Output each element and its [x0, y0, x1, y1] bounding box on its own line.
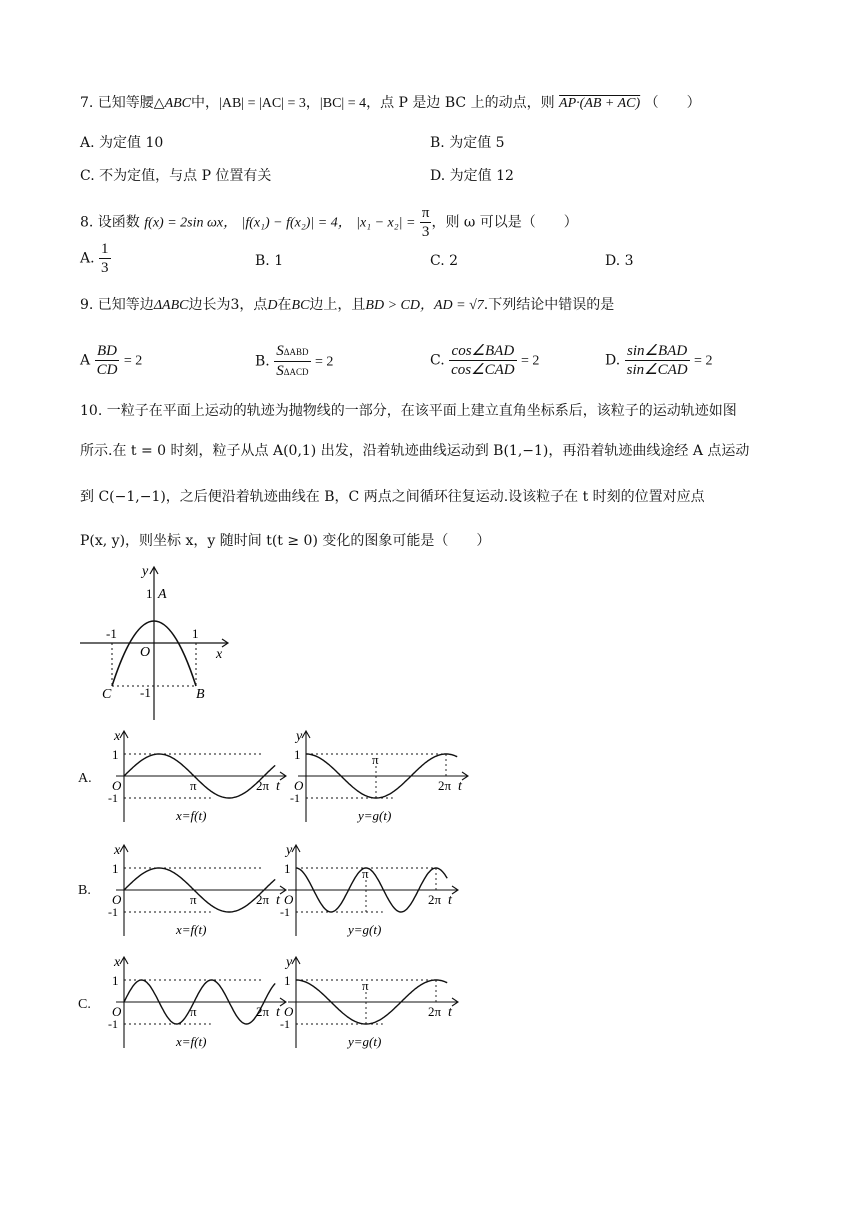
fig-point-a: A: [158, 587, 167, 602]
fig-y-label: y: [142, 564, 149, 579]
graph-caption: y=g(t): [358, 808, 392, 823]
fig-point-b: B: [196, 687, 205, 702]
tick-neg-one: -1: [108, 905, 118, 919]
tick-two-pi: 2π: [256, 892, 270, 907]
q7-option-c: C. 不为定值，与点 P 位置有关: [80, 168, 272, 184]
fig-neg-one-x: -1: [106, 626, 117, 641]
tick-pi: π: [362, 866, 369, 881]
q7-option-d: D. 为定值 12: [430, 168, 514, 184]
graph-caption: x=f(t): [176, 808, 207, 823]
axis-label: x: [114, 729, 121, 744]
tick-one: 1: [284, 861, 291, 876]
fig-neg-one-y: -1: [140, 685, 151, 700]
q8-stem: 8. 设函数 f(x) = 2sin ωx， |f(x₁) − f(x₂)| = 4， |x₁ − x₂| = $\frac{\pi}{3}$ ，则 ω 可以是（ ）: [80, 205, 578, 240]
tick-one: 1: [284, 973, 291, 988]
q7-option-a: A. 为定值 10: [80, 135, 164, 151]
origin-label: O: [284, 1004, 294, 1019]
tick-pi: π: [190, 892, 197, 907]
axis-label: y: [286, 955, 293, 970]
graph-caption: x=f(t): [176, 922, 207, 937]
tick-two-pi: 2π: [428, 1004, 442, 1019]
q9-option-b: B. $\frac{\text{SΔABD}}{\text{SΔACD}}$ = 2: [255, 343, 334, 379]
graph-b-y: [280, 842, 460, 942]
tick-neg-one: -1: [280, 1017, 290, 1031]
fig-one-top: 1: [146, 586, 153, 601]
tick-two-pi: 2π: [428, 892, 442, 907]
q10-line-1: 10. 一粒子在平面上运动的轨迹为抛物线的一部分，在该平面上建立直角坐标系后，该粒子的运动轨迹如图: [80, 403, 737, 419]
graph-caption: x=f(t): [176, 1034, 207, 1049]
axis-label: y: [286, 843, 293, 858]
t-label: t: [276, 893, 280, 908]
t-label: t: [448, 1005, 452, 1020]
tick-two-pi: 2π: [256, 1004, 270, 1019]
origin-label: O: [294, 778, 304, 793]
tick-two-pi: 2π: [256, 778, 270, 793]
origin-label: O: [112, 1004, 122, 1019]
tick-one: 1: [112, 973, 119, 988]
axis-label: y: [296, 729, 303, 744]
t-label: t: [276, 779, 280, 794]
q10-line-2: 所示.在 t = 0 时刻，粒子从点 A(0,1) 出发，沿着轨迹曲线运动到 B(1,−1)，再沿着轨迹曲线途经 A 点运动: [80, 443, 750, 459]
q9-stem: 9. 已知等边ΔABC边长为3，点D在BC边上，且BD > CD，AD = √7.下列结论中错误的是: [80, 297, 615, 313]
tick-one: 1: [112, 747, 119, 762]
t-label: t: [448, 893, 452, 908]
tick-neg-one: -1: [290, 791, 300, 805]
fig-origin: O: [140, 645, 151, 660]
q9-option-c: C. $\frac{\text{cos∠BAD}}{\text{cos∠CAD}}$ = 2: [430, 343, 540, 378]
q10-line-4: P(x, y)，则坐标 x，y 随时间 t(t ≥ 0) 变化的图象可能是（ ）: [80, 533, 491, 549]
q8-option-c: C. 2: [430, 253, 459, 269]
tick-pi: π: [372, 752, 379, 767]
tick-one: 1: [294, 747, 301, 762]
fig-point-c: C: [102, 687, 112, 702]
origin-label: O: [112, 778, 122, 793]
tick-two-pi: 2π: [438, 778, 452, 793]
fig-x-label: x: [216, 647, 223, 662]
q7-stem: 7. 已知等腰△ABC中，|AB| = |AC| = 3，|BC| = 4，点 P 是边 BC 上的动点，则 AP·(AB + AC) （ ）: [80, 95, 701, 111]
graph-c-y: [280, 954, 460, 1054]
fig-one-x: 1: [192, 626, 199, 641]
tick-pi: π: [190, 778, 197, 793]
q8-option-b: B. 1: [255, 253, 284, 269]
tick-neg-one: -1: [280, 905, 290, 919]
graph-caption: y=g(t): [348, 1034, 382, 1049]
tick-pi: π: [190, 1004, 197, 1019]
axis-label: x: [114, 955, 121, 970]
graph-a-x: [108, 728, 288, 828]
graph-option-b-label: B.: [78, 883, 91, 898]
graph-caption: y=g(t): [348, 922, 382, 937]
q7-option-b: B. 为定值 5: [430, 135, 505, 151]
q9-option-a: A $\frac{BD}{CD}$ = 2: [80, 343, 143, 378]
axis-label: x: [114, 843, 121, 858]
q8-option-d: D. 3: [605, 253, 634, 269]
tick-neg-one: -1: [108, 1017, 118, 1031]
tick-pi: π: [362, 978, 369, 993]
graph-b-x: [108, 842, 288, 942]
t-label: t: [276, 1005, 280, 1020]
graph-option-c-label: C.: [78, 997, 91, 1012]
origin-label: O: [112, 892, 122, 907]
tick-one: 1: [112, 861, 119, 876]
origin-label: O: [284, 892, 294, 907]
graph-c-x: [108, 954, 288, 1054]
t-label: t: [458, 779, 462, 794]
tick-neg-one: -1: [108, 791, 118, 805]
q8-option-a: A. $\frac{1}{3}$: [80, 241, 109, 276]
q9-option-d: D. $\frac{\text{sin∠BAD}}{\text{sin∠CAD}}$ = 2: [605, 343, 713, 378]
graph-a-y: [290, 728, 470, 828]
parabola-figure: [72, 560, 242, 725]
q10-line-3: 到 C(−1,−1)，之后便沿着轨迹曲线在 B，C 两点之间循环往复运动.设该粒子在 t 时刻的位置对应点: [80, 489, 705, 505]
graph-option-a-label: A.: [78, 771, 92, 786]
